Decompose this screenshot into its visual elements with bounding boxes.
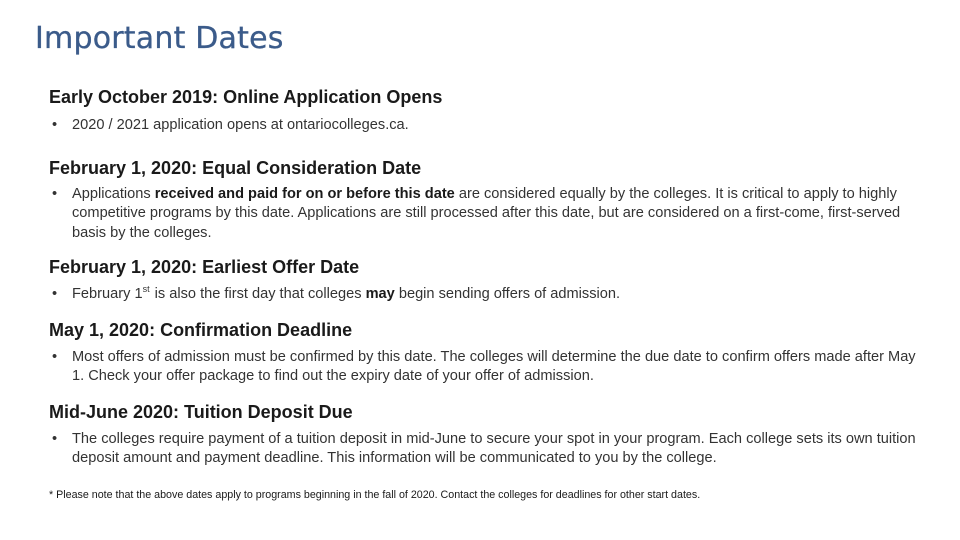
text-segment: February 1 (72, 286, 143, 302)
text-segment: are considered equally by the colleges. It is critical to apply to highly competitive programs by this date. Applications are still processed after this date, but are considered on a first-come, first-served basis by the colleges. (72, 185, 901, 241)
section-application-opens (49, 86, 929, 136)
list-item (49, 430, 929, 469)
text-segment: Applications (72, 185, 155, 202)
list-item (49, 348, 929, 387)
bullet-list (49, 116, 929, 136)
emphasis-text: received and paid for on or before this date (154, 185, 455, 202)
ordinal-suffix: st (142, 284, 150, 295)
section-tuition-deposit (49, 401, 929, 469)
section-heading: May 1, 2020: Confirmation Deadline (49, 319, 353, 340)
bullet-text (72, 286, 620, 302)
bullet-text: The colleges require payment of a tuition deposit in mid-June to secure your spot in your program. Each college sets its own tuition deposit amount and payment deadline. This information will be communicated to you by the college. (72, 430, 916, 466)
text-segment: begin sending offers of admission. (394, 286, 621, 302)
text-segment: is also the first day that colleges (150, 286, 366, 302)
section-heading: Early October 2019: Online Application Opens (49, 87, 443, 107)
bullet-list (49, 348, 929, 387)
dates-content (49, 86, 929, 469)
section-equal-consideration (49, 157, 929, 244)
bullet-marker: • (52, 185, 58, 202)
section-confirmation-deadline (49, 319, 929, 387)
section-heading: February 1, 2020: Earliest Offer Date (49, 257, 360, 277)
section-heading: February 1, 2020: Equal Consideration Date (49, 157, 422, 178)
bullet-marker: • (52, 430, 58, 447)
list-item (49, 185, 929, 244)
bullet-marker: • (52, 117, 58, 133)
bullet-list (49, 285, 929, 305)
bullet-marker: • (52, 286, 58, 302)
bullet-list (49, 185, 929, 244)
bullet-marker: • (52, 348, 58, 365)
bullet-list (49, 430, 929, 469)
bullet-text (72, 186, 900, 241)
section-heading: Mid-June 2020: Tuition Deposit Due (49, 401, 353, 422)
bullet-text: 2020 / 2021 application opens at ontariocolleges.ca. (72, 117, 409, 133)
list-item (49, 285, 929, 305)
bullet-text: Most offers of admission must be confirmed by this date. The colleges will determine the due date to confirm offers made after May 1. Check your offer package to find out the expiry date of your offer of admission. (72, 348, 916, 384)
list-item (49, 116, 929, 136)
section-earliest-offer (49, 256, 929, 305)
footnote: * Please note that the above dates apply to programs beginning in the fall of 2020. Contact the colleges for deadlines for other start dates. (49, 489, 701, 501)
emphasis-text: may (365, 286, 395, 302)
page-title: Important Dates (35, 21, 284, 56)
